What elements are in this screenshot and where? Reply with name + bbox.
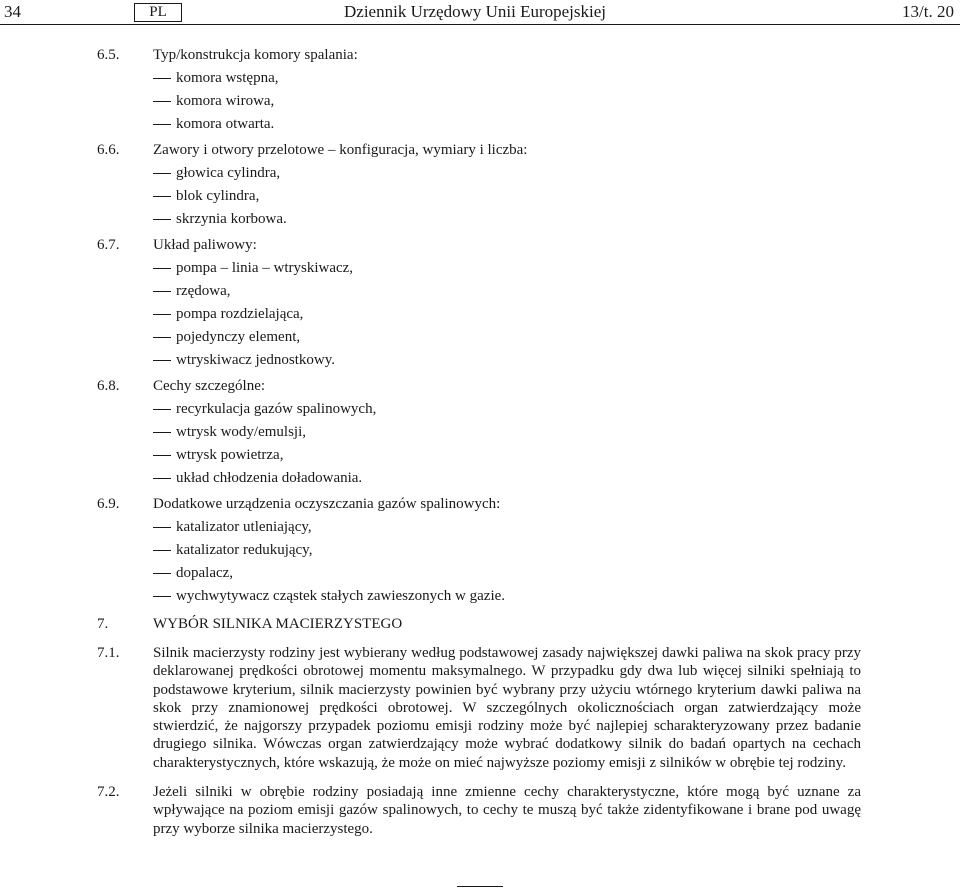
section-number: 6.7. [97, 237, 120, 253]
list-item: recyrkulacja gazów spalinowych, [0, 398, 960, 421]
section-number: 6.5. [97, 47, 120, 63]
chapter-title: WYBÓR SILNIKA MACIERZYSTEGO [153, 616, 403, 632]
section-number: 6.6. [97, 142, 120, 158]
issue-reference: 13/t. 20 [902, 2, 954, 21]
paragraph-7-2 [0, 783, 960, 838]
em-dash-bullet [153, 268, 171, 269]
em-dash-bullet [153, 291, 171, 292]
section-6-7 [0, 234, 960, 372]
list-item: wtrysk powietrza, [0, 444, 960, 467]
footer-divider [457, 886, 503, 887]
section-6-6 [0, 139, 960, 231]
header-divider [0, 24, 960, 25]
paragraph-number: 7.2. [97, 784, 120, 801]
list-item: komora wstępna, [0, 67, 960, 90]
em-dash-bullet [153, 409, 171, 410]
section-number: 6.9. [97, 496, 120, 512]
journal-title: Dziennik Urzędowy Unii Europejskiej [344, 2, 607, 21]
section-title: Typ/konstrukcja komory spalania: [153, 47, 358, 63]
section-title: Zawory i otwory przelotowe – konfiguracja, wymiary i liczba: [153, 142, 528, 158]
page-number: 34 [4, 2, 21, 21]
em-dash-bullet [153, 173, 171, 174]
list-item: wtrysk wody/emulsji, [0, 421, 960, 444]
em-dash-bullet [153, 196, 171, 197]
list-item: katalizator utleniający, [0, 516, 960, 539]
section-6-8 [0, 375, 960, 490]
paragraph-text: Jeżeli silniki w obrębie rodziny posiadają inne zmienne cechy charakterystyczne, które mogą być uznane za wpływające na poziom emisji gazów spalinowych, to cechy te muszą być także zidentyfikowane i brane pod uwagę przy wyborze silnika macierzystego. [153, 784, 861, 837]
list-item: skrzynia korbowa. [0, 208, 960, 231]
list-item: blok cylindra, [0, 185, 960, 208]
em-dash-bullet [153, 596, 171, 597]
em-dash-bullet [153, 360, 171, 361]
section-6-5 [0, 44, 960, 136]
em-dash-bullet [153, 455, 171, 456]
list-item: komora wirowa, [0, 90, 960, 113]
list-item: rzędowa, [0, 280, 960, 303]
list-item: pojedynczy element, [0, 326, 960, 349]
em-dash-bullet [153, 101, 171, 102]
em-dash-bullet [153, 478, 171, 479]
list-item: wtryskiwacz jednostkowy. [0, 349, 960, 372]
section-title: Dodatkowe urządzenia oczyszczania gazów spalinowych: [153, 496, 501, 512]
chapter-number: 7. [97, 616, 109, 632]
em-dash-bullet [153, 527, 171, 528]
em-dash-bullet [153, 78, 171, 79]
list-item: komora otwarta. [0, 113, 960, 136]
paragraph-text: Silnik macierzysty rodziny jest wybierany według podstawowej zasady największej dawki paliwa na skok pracy przy deklarowanej prędkości obrotowej momentu maksymalnego. W przypadku gdy dwa lub więcej silniki spełniają to podstawowe kryterium, silnik macierzysty powinien być wybrany przy użyciu wtórnego kryterium dawki paliwa na skok przy znamionowej prędkości obrotowej. W szczególnych okolicznościach organ zatwierdzający może stwierdzić, że najgorszy przypadek poziomu emisji rodziny może być najlepiej scharakteryzowany przez badanie drugiego silnika. Wówczas organ zatwierdzający może wybrać dodatkowy silnik do badań opartych na cechach charakterystycznych, które wskazują, że może on mieć najwyższe poziomy emisji z silników w obrębie tej rodziny. [153, 645, 861, 771]
em-dash-bullet [153, 337, 171, 338]
list-item: układ chłodzenia doładowania. [0, 467, 960, 490]
language-badge: PL [134, 3, 182, 22]
section-title: Cechy szczególne: [153, 378, 266, 394]
section-number: 6.8. [97, 378, 120, 394]
document-body [0, 44, 960, 838]
list-item: pompa rozdzielająca, [0, 303, 960, 326]
list-item: pompa – linia – wtryskiwacz, [0, 257, 960, 280]
chapter-heading [0, 613, 960, 636]
em-dash-bullet [153, 314, 171, 315]
section-6-9 [0, 493, 960, 608]
paragraph-number: 7.1. [97, 645, 120, 661]
section-title: Układ paliwowy: [153, 237, 257, 253]
em-dash-bullet [153, 219, 171, 220]
list-item: katalizator redukujący, [0, 539, 960, 562]
paragraph-7-1 [0, 644, 960, 772]
list-item: dopalacz, [0, 562, 960, 585]
em-dash-bullet [153, 573, 171, 574]
em-dash-bullet [153, 432, 171, 433]
page-header [0, 0, 960, 24]
em-dash-bullet [153, 550, 171, 551]
em-dash-bullet [153, 124, 171, 125]
list-item: wychwytywacz cząstek stałych zawieszonych w gazie. [0, 585, 960, 608]
list-item: głowica cylindra, [0, 162, 960, 185]
